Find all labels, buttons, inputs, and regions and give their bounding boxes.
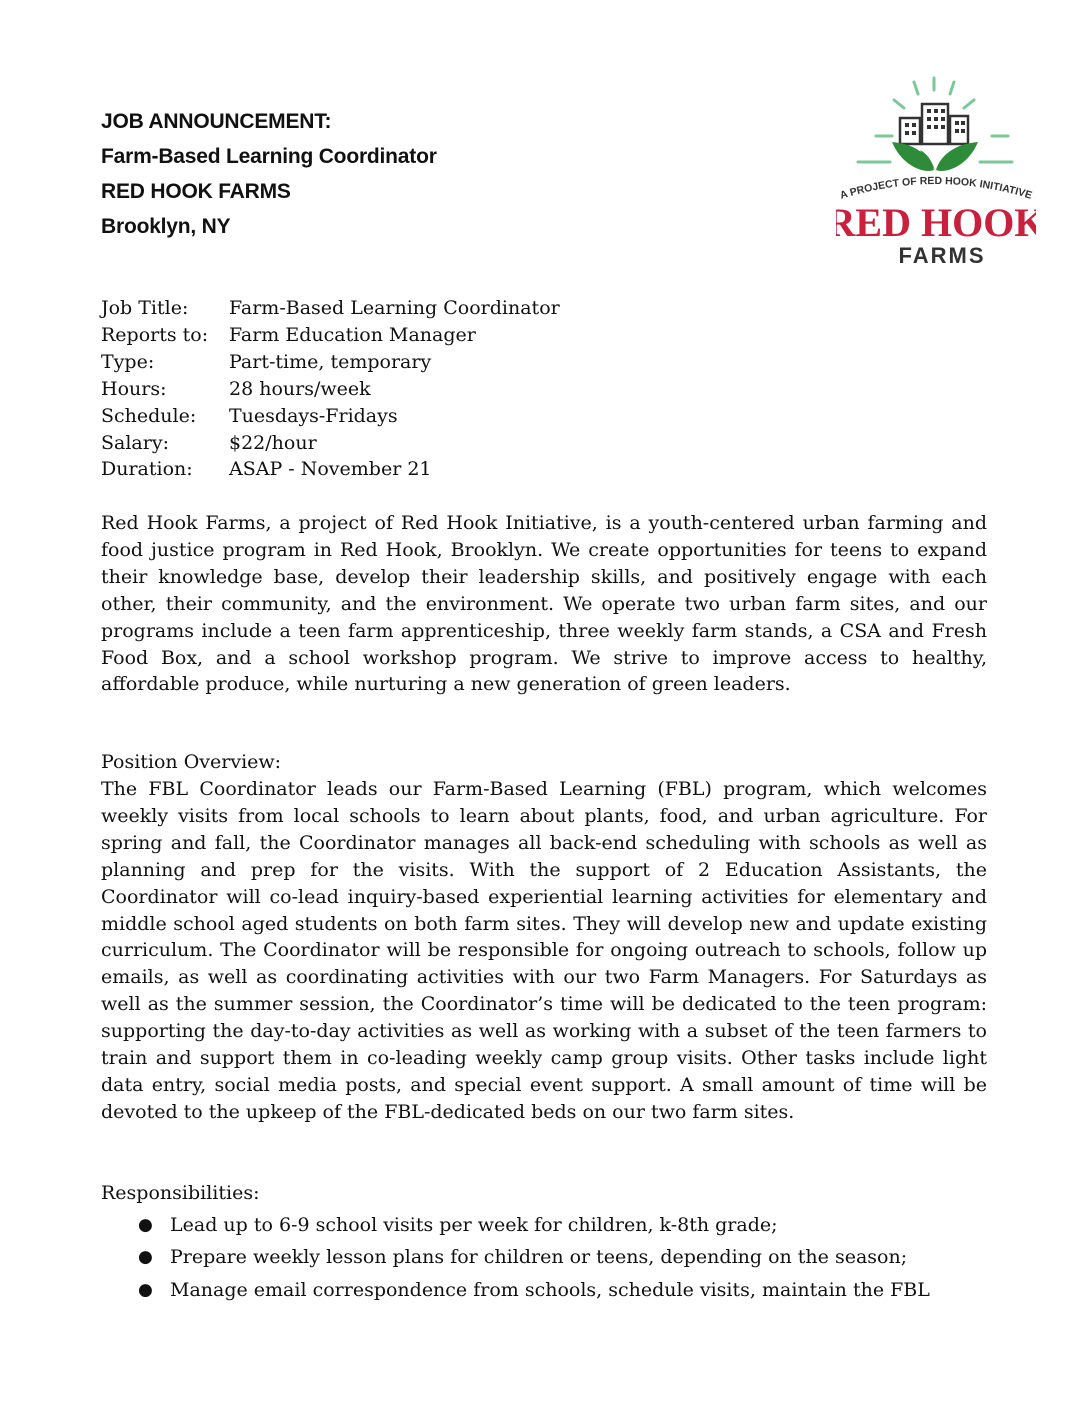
- list-item: [101, 1209, 1001, 1241]
- detail-value: ASAP - November 21: [229, 458, 432, 481]
- detail-row: [101, 403, 560, 430]
- detail-value: $22/hour: [229, 431, 317, 454]
- announcement-header: [101, 104, 437, 244]
- org-name: Red Hook Farms: [101, 512, 266, 534]
- detail-label: Duration:: [101, 458, 193, 481]
- detail-row: [101, 376, 560, 403]
- bullet-icon: ●: [138, 1247, 153, 1268]
- detail-value: Tuesdays-Fridays: [229, 404, 398, 427]
- responsibilities-list: [101, 1209, 1001, 1306]
- detail-label: Type:: [101, 350, 155, 373]
- detail-row: [101, 430, 560, 457]
- detail-label: Salary:: [101, 431, 169, 454]
- detail-row: [101, 349, 560, 376]
- logo-tagline: A PROJECT OF RED HOOK INITIATIVE: [838, 174, 1034, 202]
- red-hook-farms-logo: [836, 70, 1036, 270]
- responsibilities-heading: Responsibilities:: [101, 1182, 260, 1204]
- detail-row: [101, 456, 560, 483]
- announcement-title: JOB ANNOUNCEMENT:: [101, 110, 332, 133]
- detail-value: Farm-Based Learning Coordinator: [229, 297, 560, 319]
- overview-paragraph: The FBL Coordinator leads our Farm-Based Learning (FBL) program, which welcomes weekly visits from local schools to learn about plants, food, and urban agriculture. For spring and fall, the Coordinator manages all back-end scheduling with schools as well as planning and prep for the visits. With the support of 2 Education Assistants, the Coordinator will co-lead inquiry-based experiential learning activities for elementary and middle school aged students on both farm sites. They will develop new and update existing curriculum. The Coordinator will be responsible for ongoing outreach to schools, follow up emails, as well as coordinating activities with our two Farm Managers. For Saturdays as well as the summer session, the Coordinator’s time will be dedicated to the teen program: supporting the day-to-day activities as well as working with a subset of the teen farmers to train and support them in co-leading weekly camp group visits. Other tasks include light data entry, social media posts, and special event support. A small amount of time will be devoted to the upkeep of the FBL-dedicated beds on our two farm sites.: [101, 778, 987, 1123]
- bullet-icon: ●: [138, 1215, 153, 1235]
- intro-paragraph: [101, 510, 987, 698]
- list-item: [101, 1241, 1001, 1273]
- overview-heading: Position Overview:: [101, 751, 282, 773]
- list-item-text: Manage email correspondence from schools, schedule visits, maintain the FBL: [170, 1278, 930, 1301]
- detail-row: [101, 322, 560, 349]
- location: Brooklyn, NY: [101, 215, 231, 238]
- detail-value: Part-time, temporary: [229, 350, 432, 373]
- detail-label: Hours:: [101, 377, 167, 400]
- detail-label: Reports to:: [101, 323, 209, 346]
- bullet-icon: ●: [138, 1279, 153, 1300]
- detail-label: Schedule:: [101, 404, 197, 427]
- intro-text: , a project of Red Hook Initiative, is a youth-centered urban farming and food justice program in Red Hook, Brooklyn. We create opportunities for teens to expand their knowledge base, develop their leadership skills, and positively engage with each other, their community, and the environment. We operate two urban farm sites, and our programs include a teen farm apprenticeship, three weekly farm stands, a CSA and Fresh Food Box, and a school workshop program. We strive to improve access to healthy, affordable produce, while nurturing a new generation of green leaders.: [101, 512, 987, 696]
- list-item-text: Prepare weekly lesson plans for children or teens, depending on the season;: [170, 1246, 908, 1269]
- list-item: [101, 1274, 1001, 1306]
- leaves-icon: [892, 142, 978, 171]
- detail-value: Farm Education Manager: [229, 323, 476, 346]
- job-details: [101, 295, 560, 483]
- detail-value: 28 hours/week: [229, 377, 371, 400]
- list-item-text: Lead up to 6-9 school visits per week for children, k-8th grade;: [170, 1214, 778, 1236]
- position-title: Farm-Based Learning Coordinator: [101, 145, 437, 168]
- logo-name: RED HOOK: [836, 200, 1036, 245]
- detail-label: Job Title:: [101, 297, 189, 319]
- logo-sub: FARMS: [898, 243, 986, 268]
- detail-row: [101, 295, 560, 322]
- organization-name: RED HOOK FARMS: [101, 180, 291, 203]
- logo-graphic: [836, 70, 1036, 270]
